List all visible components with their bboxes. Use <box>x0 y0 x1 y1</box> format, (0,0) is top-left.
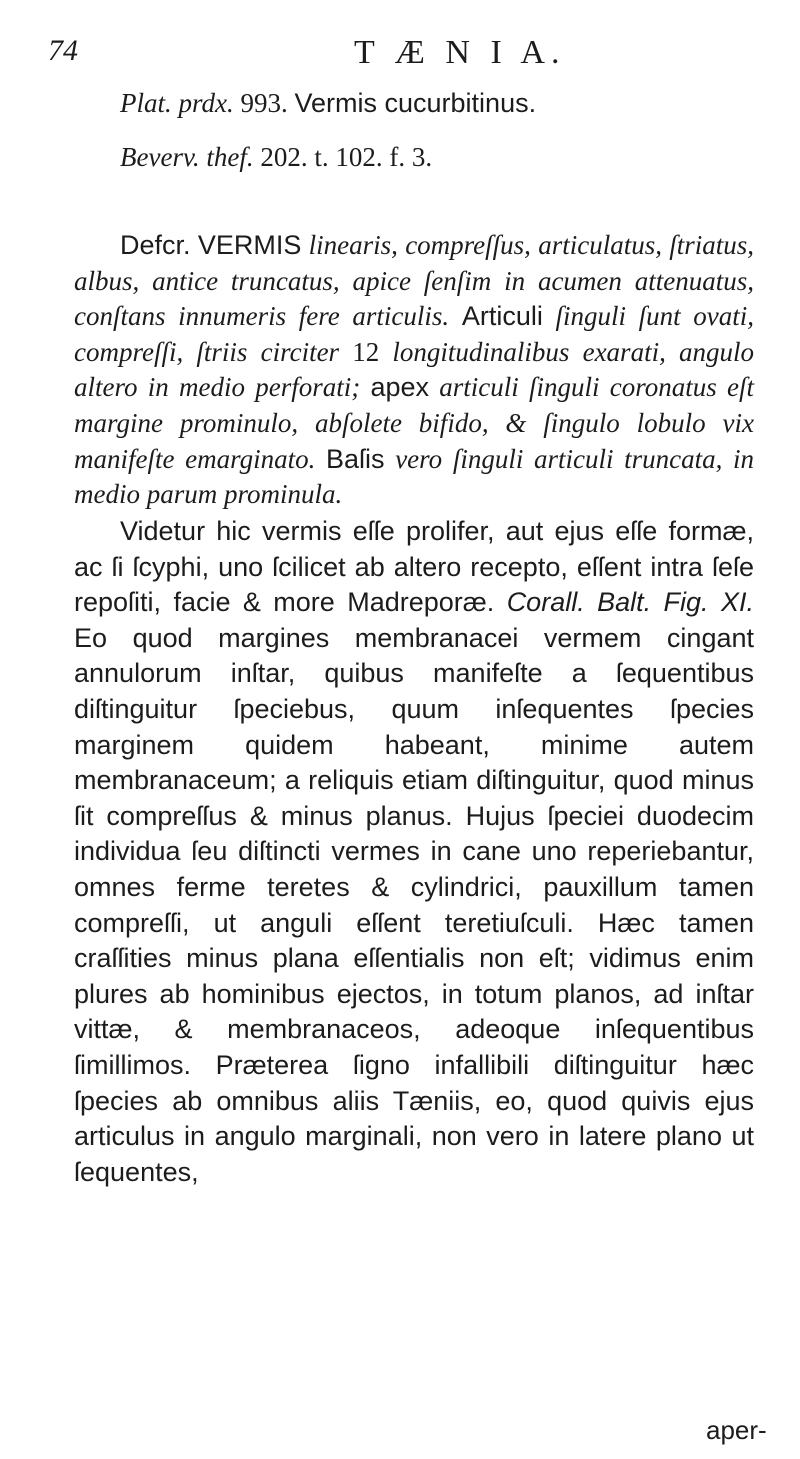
reference-beverw <box>120 142 432 173</box>
running-head <box>0 34 800 74</box>
ref-plat-number: 993. <box>240 88 288 118</box>
description-paragraph <box>74 228 754 513</box>
catchword: aper- <box>706 1415 767 1445</box>
main-text-2: Eo quod margines membranacei vermem cingant annulorum inſtar, quibus manifeſte a ſequentibus diſtinguitur ſpeciebus, quum inſequentes ſpecies marginem quidem habeant, minime autem membranaceum; a reliquis etiam diſtinguitur, quod minus ſit compreſſus & minus planus. Hujus ſpeciei duodecim individua ſeu diſtincti vermes in cane uno reperiebantur, omnes ferme teretes & cylindrici, pauxillum tamen compreſſi, ut anguli eſſent teretiuſculi. Hæc tamen craſſities minus plana eſſentialis non eſt; vidimus enim plures ab hominibus ejectos, in totum planos, ad inſtar vittæ, & membranaceos, adeoque inſequentibus ſimillimos. Præterea ſigno infallibili diſtinguitur hæc ſpecies ab omnibus aliis Tæniis, eo, quod quivis ejus articulus in angulo marginali, non vero in latere plano ut ſequentes, <box>74 622 754 1187</box>
ref-beverw-label: Beverv. thef. <box>120 142 254 172</box>
descr-text-1: linearis, compreſſus, articulatus, ſtriatus, albus, antice truncatus, apice ſenſim in acumen attenuatus, conſtans innumeris fere articulis. <box>74 230 755 332</box>
coral-reference: Corall. Balt. Fig. XI. <box>506 587 754 618</box>
descr-text-5: longitudinalibus exarati, angulo altero in medio perforati; <box>74 336 754 403</box>
descr-text-2: Articuli <box>461 301 543 332</box>
descr-lead: Defcr. <box>120 230 191 260</box>
descr-text-7: articuli ſinguli coronatus eſt margine prominulo, abſolete bifido, & ſingulo lobulo vix manifeſte emarginato. <box>74 372 755 474</box>
descr-text-6: apex <box>370 372 430 403</box>
ref-plat-name: Vermis cucurbitinus. <box>294 88 537 118</box>
main-paragraph <box>74 514 754 1190</box>
running-title: T Æ N I A. <box>354 34 566 71</box>
descr-text-3: ſinguli ſunt ovati, compreſſi, ſtriis circiter <box>74 301 755 367</box>
page-number: 74 <box>48 34 78 67</box>
descr-text-4: 12 <box>352 336 380 367</box>
ref-plat-label: Plat. prdx. <box>120 88 234 118</box>
descr-vermis: VERMIS <box>197 230 302 260</box>
main-text-1: Videtur hic vermis eſſe prolifer, aut ejus eſſe formæ, ac ſi ſcyphi, uno ſcilicet ab altero recepto, eſſent intra ſeſe repoſiti, facie & more Madreporæ. <box>74 516 754 618</box>
descr-text-8: Baſis <box>326 443 385 474</box>
ref-beverw-ref: 202. t. 102. f. 3. <box>260 142 433 172</box>
descr-text-9: vero ſinguli articuli truncata, in medio parum prominula. <box>74 443 755 510</box>
reference-plat <box>120 88 536 119</box>
